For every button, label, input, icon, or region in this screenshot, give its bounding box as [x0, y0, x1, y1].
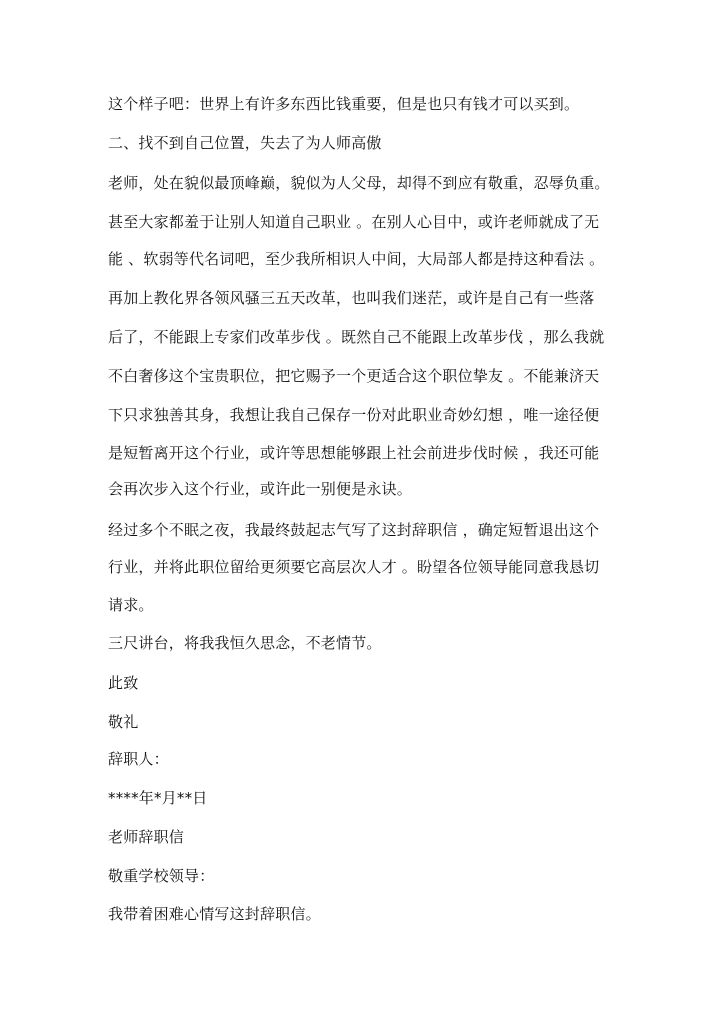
- text-line: 请求。: [108, 596, 154, 614]
- text-line: 下只求独善其身，我想让我自己保存一份对此职业奇妙幻想 ，唯一途径便: [108, 406, 600, 424]
- text-line: 不白奢侈这个宝贵职位，把它赐予一个更适合这个职位挚友 。不能兼济天: [108, 367, 600, 385]
- closing-salutation: 此致: [108, 674, 139, 692]
- text-line: 能 、软弱等代名词吧，至少我所相识人中间，大局部人都是持这种看法 。: [108, 250, 605, 268]
- text-line: 经过多个不眠之夜，我最终鼓起志气写了这封辞职信 ，确定短暂退出这个: [108, 521, 600, 539]
- text-line: 我带着困难心情写这封辞职信。: [108, 905, 321, 923]
- text-line: 再加上教化界各领风骚三五天改革，也叫我们迷茫，或许是自己有一些落: [108, 289, 595, 307]
- text-line: 行业，并将此职位留给更须要它高层次人才 。盼望各位领导能同意我恳切: [108, 558, 600, 576]
- date-line: ****年*月**日: [108, 789, 208, 807]
- text-line: 这个样子吧：世界上有许多东西比钱重要，但是也只有钱才可以买到。: [108, 95, 580, 113]
- text-line: 老师，处在貌似最顶峰巅，貌似为人父母，却得不到应有敬重，忍辱负重。: [108, 174, 610, 192]
- greeting-line: 敬重学校领导：: [108, 867, 215, 885]
- text-line: 三尺讲台，将我我恒久思念，不老情节。: [108, 634, 382, 652]
- signature-label: 辞职人：: [108, 750, 169, 768]
- document-title: 老师辞职信: [108, 828, 185, 846]
- text-line: 会再次步入这个行业，或许此一别便是永诀。: [108, 480, 413, 498]
- closing-regards: 敬礼: [108, 713, 139, 731]
- text-line: 是短暂离开这个行业，或许等思想能够跟上社会前进步伐时候 ，我还可能: [108, 444, 600, 462]
- text-line: 后了，不能跟上专家们改革步伐 。既然自己不能跟上改革步伐 ，那么我就: [108, 328, 605, 346]
- text-line: 甚至大家都羞于让别人知道自己职业 。在别人心目中，或许老师就成了无: [108, 213, 600, 231]
- section-heading: 二、找不到自己位置，失去了为人师高傲: [108, 134, 382, 152]
